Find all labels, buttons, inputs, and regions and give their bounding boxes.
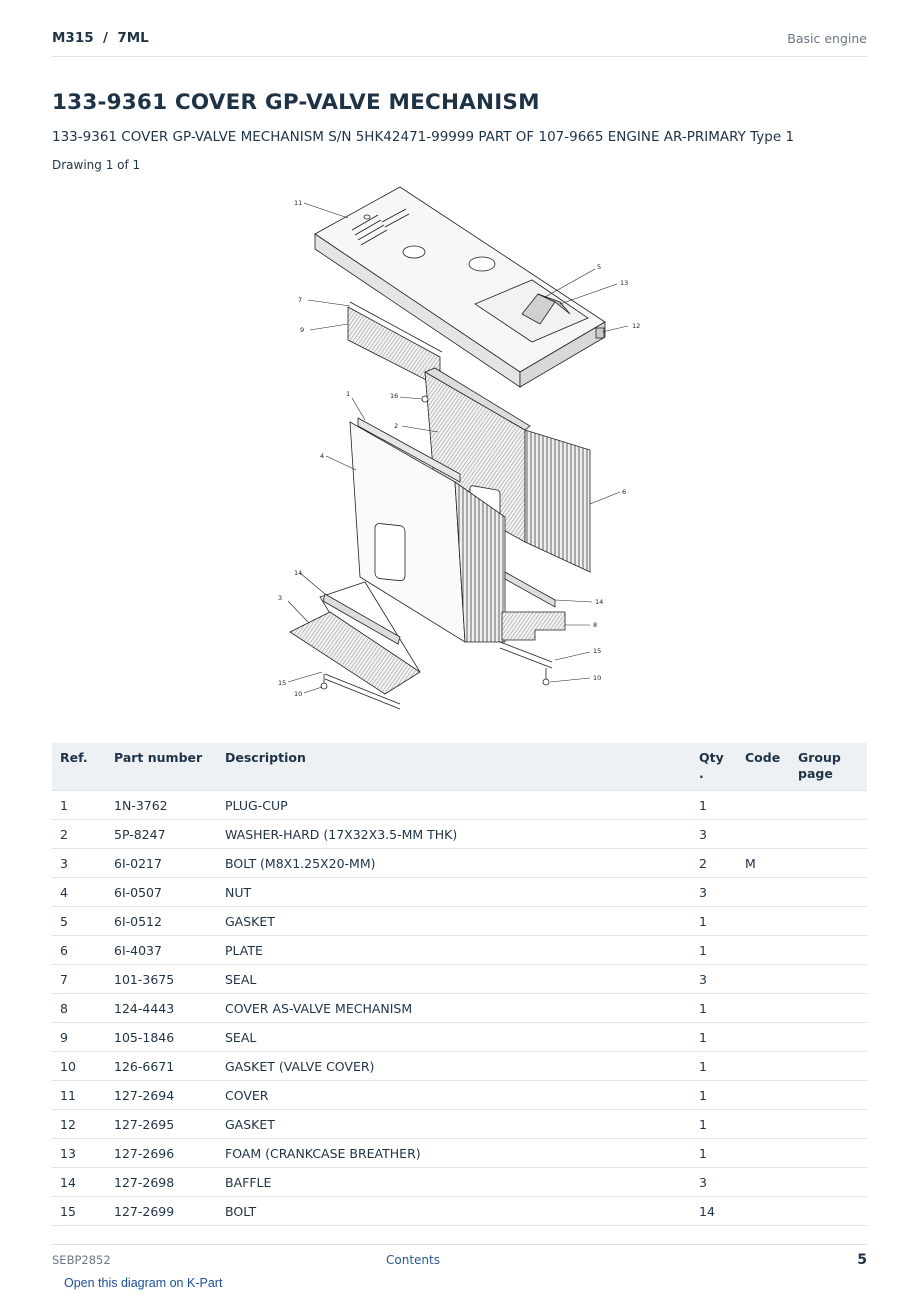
callout-11: 11 <box>294 199 303 207</box>
table-row <box>52 849 867 878</box>
group-page-cell <box>790 1139 867 1168</box>
group-page-cell <box>790 820 867 849</box>
part-number-cell: 127-2698 <box>106 1168 217 1197</box>
part-number-cell: 126-6671 <box>106 1052 217 1081</box>
part-number-cell: 6I-0507 <box>106 878 217 907</box>
parts-table <box>52 743 867 1226</box>
code-cell: M <box>737 849 790 878</box>
description-cell: PLUG-CUP <box>217 791 691 820</box>
group-page-cell <box>790 1110 867 1139</box>
group-page-cell <box>790 965 867 994</box>
table-row <box>52 1197 867 1226</box>
part-number-cell: 127-2696 <box>106 1139 217 1168</box>
callout-13: 13 <box>620 279 629 287</box>
ref-cell: 14 <box>52 1168 106 1197</box>
qty-cell: 1 <box>691 1023 737 1052</box>
code-cell <box>737 1139 790 1168</box>
part-number-cell: 6I-0217 <box>106 849 217 878</box>
part-number-cell: 127-2699 <box>106 1197 217 1226</box>
callout-14: 14 <box>595 598 604 606</box>
ref-cell: 6 <box>52 936 106 965</box>
callout-1: 1 <box>346 390 351 398</box>
group-page-cell <box>790 1081 867 1110</box>
callout-5: 5 <box>597 263 602 271</box>
description-cell: GASKET (VALVE COVER) <box>217 1052 691 1081</box>
qty-cell: 3 <box>691 820 737 849</box>
ref-cell: 15 <box>52 1197 106 1226</box>
callout-10: 10 <box>593 674 602 682</box>
qty-cell: 3 <box>691 878 737 907</box>
qty-cell: 3 <box>691 1168 737 1197</box>
part-number-cell: 6I-0512 <box>106 907 217 936</box>
callout-3: 3 <box>278 594 283 602</box>
ref-cell: 1 <box>52 791 106 820</box>
ref-cell: 11 <box>52 1081 106 1110</box>
part-number-cell: 124-4443 <box>106 994 217 1023</box>
table-row <box>52 1023 867 1052</box>
table-row <box>52 1110 867 1139</box>
group-page-cell <box>790 994 867 1023</box>
description-cell: COVER AS-VALVE MECHANISM <box>217 994 691 1023</box>
code-cell <box>737 994 790 1023</box>
table-header-row <box>52 743 867 791</box>
code-cell <box>737 1052 790 1081</box>
group-page-cell <box>790 936 867 965</box>
table-row <box>52 994 867 1023</box>
table-row <box>52 1052 867 1081</box>
callout-6: 6 <box>622 488 627 496</box>
qty-cell: 1 <box>691 1139 737 1168</box>
ref-cell: 13 <box>52 1139 106 1168</box>
col-group-page: Group page <box>790 743 867 791</box>
document-id: SEBP2852 <box>52 1253 111 1267</box>
table-row <box>52 820 867 849</box>
part-number-cell: 6I-4037 <box>106 936 217 965</box>
qty-cell: 1 <box>691 1052 737 1081</box>
page-number: 5 <box>857 1252 867 1268</box>
ref-cell: 5 <box>52 907 106 936</box>
code-cell <box>737 1110 790 1139</box>
part-number-cell: 127-2694 <box>106 1081 217 1110</box>
page-title: 133-9361 COVER GP-VALVE MECHANISM <box>52 90 540 115</box>
table-row <box>52 1139 867 1168</box>
code-cell <box>737 791 790 820</box>
callout-15: 15 <box>593 647 602 655</box>
description-cell: FOAM (CRANKCASE BREATHER) <box>217 1139 691 1168</box>
qty-cell: 1 <box>691 936 737 965</box>
description-cell: SEAL <box>217 1023 691 1052</box>
ref-cell: 3 <box>52 849 106 878</box>
callout-8: 8 <box>593 621 598 629</box>
qty-cell: 2 <box>691 849 737 878</box>
kpart-diagram-link[interactable]: Open this diagram on K-Part <box>64 1276 223 1290</box>
exploded-parts-diagram <box>270 182 650 712</box>
page-subtitle: 133-9361 COVER GP-VALVE MECHANISM S/N 5HK42471-99999 PART OF 107-9665 ENGINE AR-PRIMARY Type 1 <box>52 129 795 145</box>
table-row <box>52 1168 867 1197</box>
table-row <box>52 878 867 907</box>
description-cell: SEAL <box>217 965 691 994</box>
code-cell <box>737 1197 790 1226</box>
parts-table-body <box>52 791 867 1226</box>
description-cell: COVER <box>217 1081 691 1110</box>
ref-cell: 7 <box>52 965 106 994</box>
qty-cell: 1 <box>691 907 737 936</box>
description-cell: BOLT <box>217 1197 691 1226</box>
table-row <box>52 965 867 994</box>
drawing-count: Drawing 1 of 1 <box>52 158 141 172</box>
description-cell: WASHER-HARD (17X32X3.5-MM THK) <box>217 820 691 849</box>
description-cell: PLATE <box>217 936 691 965</box>
code-cell <box>737 1023 790 1052</box>
ref-cell: 8 <box>52 994 106 1023</box>
code-cell <box>737 1168 790 1197</box>
col-qty: Qty . <box>691 743 737 791</box>
col-ref: Ref. <box>52 743 106 791</box>
code-cell <box>737 1081 790 1110</box>
description-cell: GASKET <box>217 1110 691 1139</box>
part-number-cell: 127-2695 <box>106 1110 217 1139</box>
col-part-number: Part number <box>106 743 217 791</box>
contents-link[interactable]: Contents <box>386 1253 440 1267</box>
table-row <box>52 791 867 820</box>
callout-16: 16 <box>390 392 399 400</box>
ref-cell: 4 <box>52 878 106 907</box>
group-page-cell <box>790 1197 867 1226</box>
callout-15: 15 <box>278 679 287 687</box>
page-footer <box>52 1244 867 1275</box>
ref-cell: 12 <box>52 1110 106 1139</box>
callout-12: 12 <box>632 322 641 330</box>
group-page-cell <box>790 1023 867 1052</box>
qty-cell: 1 <box>691 1081 737 1110</box>
description-cell: GASKET <box>217 907 691 936</box>
callout-14: 14 <box>294 569 303 577</box>
callout-10: 10 <box>294 690 303 698</box>
ref-cell: 10 <box>52 1052 106 1081</box>
group-page-cell <box>790 907 867 936</box>
model-label: M315 / 7ML <box>52 30 149 46</box>
code-cell <box>737 820 790 849</box>
qty-cell: 1 <box>691 1110 737 1139</box>
qty-cell: 1 <box>691 994 737 1023</box>
table-row <box>52 936 867 965</box>
ref-cell: 2 <box>52 820 106 849</box>
qty-cell: 1 <box>691 791 737 820</box>
qty-cell: 14 <box>691 1197 737 1226</box>
table-row <box>52 1081 867 1110</box>
callout-9: 9 <box>300 326 305 334</box>
part-number-cell: 5P-8247 <box>106 820 217 849</box>
group-page-cell <box>790 791 867 820</box>
table-row <box>52 907 867 936</box>
group-page-cell <box>790 878 867 907</box>
callout-7: 7 <box>298 296 303 304</box>
code-cell <box>737 965 790 994</box>
col-description: Description <box>217 743 691 791</box>
page-header <box>52 28 867 57</box>
description-cell: BAFFLE <box>217 1168 691 1197</box>
col-code: Code <box>737 743 790 791</box>
code-cell <box>737 907 790 936</box>
qty-cell: 3 <box>691 965 737 994</box>
part-number-cell: 1N-3762 <box>106 791 217 820</box>
part-number-cell: 105-1846 <box>106 1023 217 1052</box>
code-cell <box>737 878 790 907</box>
callout-4: 4 <box>320 452 325 460</box>
section-label: Basic engine <box>787 31 867 46</box>
ref-cell: 9 <box>52 1023 106 1052</box>
part-number-cell: 101-3675 <box>106 965 217 994</box>
callout-2: 2 <box>394 422 399 430</box>
description-cell: BOLT (M8X1.25X20-MM) <box>217 849 691 878</box>
description-cell: NUT <box>217 878 691 907</box>
group-page-cell <box>790 849 867 878</box>
group-page-cell <box>790 1052 867 1081</box>
group-page-cell <box>790 1168 867 1197</box>
code-cell <box>737 936 790 965</box>
